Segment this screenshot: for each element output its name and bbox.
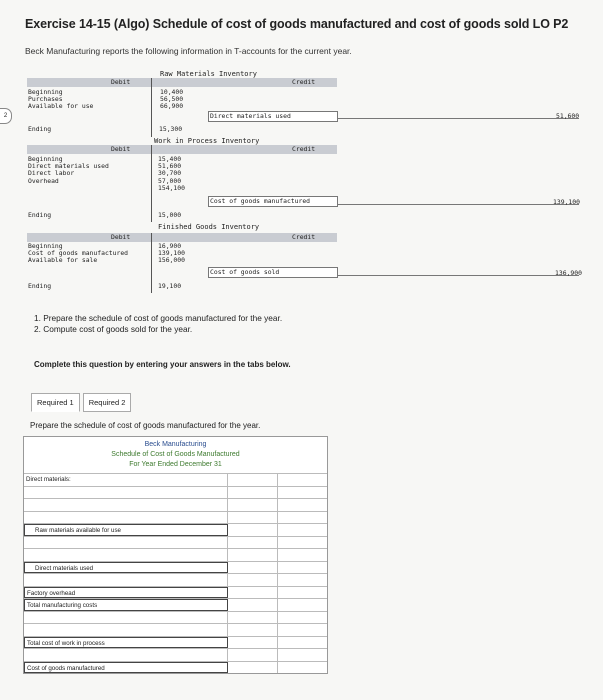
schedule-row [24,498,327,511]
schedule-row [24,623,327,636]
wip-debit-label: Debit [111,145,131,153]
schedule-row [24,523,327,536]
schedule-amount-input[interactable] [228,537,278,549]
schedule-total-input[interactable] [278,649,327,661]
schedule-row-label: Raw materials available for use [24,524,228,536]
wip-credit-value: 139,100 [553,198,580,206]
schedule-total-input[interactable] [278,524,327,536]
fg-t-line [151,233,152,293]
schedule-row [24,598,327,611]
raw-credit-value: 51,600 [556,112,580,120]
schedule-row-label: Total manufacturing costs [24,599,228,611]
schedule-row-label[interactable] [24,487,228,499]
schedule-amount-input[interactable] [228,562,278,574]
schedule-row [24,586,327,599]
schedule-company: Beck Manufacturing [144,441,207,448]
schedule-total-input[interactable] [278,499,327,511]
raw-row-labels: Beginning Purchases Available for use [28,88,94,111]
wip-side-line [337,204,579,205]
schedule-row [24,648,327,661]
schedule-total-input[interactable] [278,537,327,549]
schedule-total-input[interactable] [278,549,327,561]
wip-credit-text: Cost of goods manufactured [210,197,311,205]
schedule-amount-input[interactable] [228,512,278,524]
schedule-amount-input[interactable] [228,587,278,599]
raw-row-values: 10,400 56,500 66,900 [160,88,184,111]
schedule-amount-input[interactable] [228,524,278,536]
schedule-row-label[interactable] [24,649,228,661]
schedule-row-label: Cost of goods manufactured [24,662,228,674]
schedule-row-label: Factory overhead [24,587,228,599]
raw-ending-value: 15,300 [159,125,183,133]
fg-ending-value: 19,100 [158,282,182,290]
schedule-row-label[interactable] [24,499,228,511]
tab-required-2[interactable]: Required 2 [83,393,132,412]
schedule-row [24,661,327,674]
question-marker[interactable]: 2 [0,108,12,124]
schedule-total-input[interactable] [278,637,327,649]
schedule-row [24,561,327,574]
tab-bar [31,393,134,412]
schedule-row-label[interactable] [24,537,228,549]
wip-row-labels: Beginning Direct materials used Direct labor Overhead [28,155,109,185]
schedule-amount-input[interactable] [228,637,278,649]
fg-credit-value: 136,900 [555,269,582,277]
schedule-amount-input[interactable] [228,662,278,674]
schedule-row [24,636,327,649]
intro-text: Beck Manufacturing reports the following information in T-accounts for the current year. [25,46,352,56]
schedule-row [24,511,327,524]
fg-credit-label: Credit [292,233,316,241]
wip-ending-label: Ending [28,211,52,219]
schedule-title: Schedule of Cost of Goods Manufactured [111,451,240,458]
wip-ending-value: 15,000 [158,211,182,219]
schedule-row-label: Direct materials: [24,474,228,486]
wip-debit-band [27,145,151,154]
schedule-total-input[interactable] [278,662,327,674]
schedule-total-input[interactable] [278,512,327,524]
schedule-row-label: Direct materials used [24,562,228,574]
raw-materials-title: Raw Materials Inventory [160,70,257,78]
schedule-amount-input[interactable] [228,599,278,611]
schedule-row-label[interactable] [24,574,228,586]
schedule-amount-input[interactable] [228,474,278,486]
schedule-row [24,536,327,549]
fg-side-line [337,275,579,276]
schedule-row-label: Total cost of work in process [24,637,228,649]
schedule-amount-input[interactable] [228,649,278,661]
schedule-total-input[interactable] [278,587,327,599]
wip-credit-label: Credit [292,145,316,153]
raw-credit-label: Credit [292,78,316,86]
schedule-total-input[interactable] [278,474,327,486]
schedule-row-label[interactable] [24,512,228,524]
raw-debit-band [27,78,151,87]
schedule-total-input[interactable] [278,574,327,586]
schedule-row-label[interactable] [24,549,228,561]
schedule-amount-input[interactable] [228,549,278,561]
schedule-row [24,486,327,499]
schedule-form [23,436,328,674]
fg-debit-band [27,233,151,242]
raw-credit-text: Direct materials used [210,112,291,120]
schedule-row-label[interactable] [24,612,228,624]
schedule-row-label[interactable] [24,624,228,636]
schedule-period: For Year Ended December 31 [129,461,222,468]
complete-instructions: Complete this question by entering your answers in the tabs below. [34,360,291,369]
wip-title: Work in Process Inventory [154,137,260,145]
schedule-row [24,611,327,624]
schedule-total-input[interactable] [278,487,327,499]
fg-credit-text: Cost of goods sold [210,268,280,276]
wip-row-values: 15,400 51,600 30,700 57,000 154,100 [158,155,185,192]
instructions: 1. Prepare the schedule of cost of goods manufactured for the year. 2. Compute cost of goods sold for the year. [34,313,283,334]
fg-debit-label: Debit [111,233,131,241]
tab-required-1[interactable]: Required 1 [31,393,80,412]
fg-row-values: 16,900 139,100 156,000 [158,242,185,265]
wip-t-line [151,145,152,222]
schedule-row [24,473,327,486]
page-title: Exercise 14-15 (Algo) Schedule of cost of goods manufactured and cost of goods sold LO P2 [25,17,569,31]
schedule-amount-input[interactable] [228,612,278,624]
schedule-amount-input[interactable] [228,624,278,636]
schedule-row [24,573,327,586]
schedule-total-input[interactable] [278,624,327,636]
schedule-amount-input[interactable] [228,574,278,586]
schedule-amount-input[interactable] [228,487,278,499]
tab-prompt: Prepare the schedule of cost of goods manufactured for the year. [30,421,261,430]
raw-side-line [337,118,579,119]
schedule-row [24,548,327,561]
schedule-amount-input[interactable] [228,499,278,511]
raw-debit-label: Debit [111,78,131,86]
fg-ending-label: Ending [28,282,52,290]
schedule-total-input[interactable] [278,562,327,574]
fg-title: Finished Goods Inventory [158,223,260,231]
fg-row-labels: Beginning Cost of goods manufactured Available for sale [28,242,129,265]
raw-t-line [151,78,152,137]
raw-ending-label: Ending [28,125,52,133]
schedule-total-input[interactable] [278,599,327,611]
schedule-header [24,437,327,473]
schedule-total-input[interactable] [278,612,327,624]
